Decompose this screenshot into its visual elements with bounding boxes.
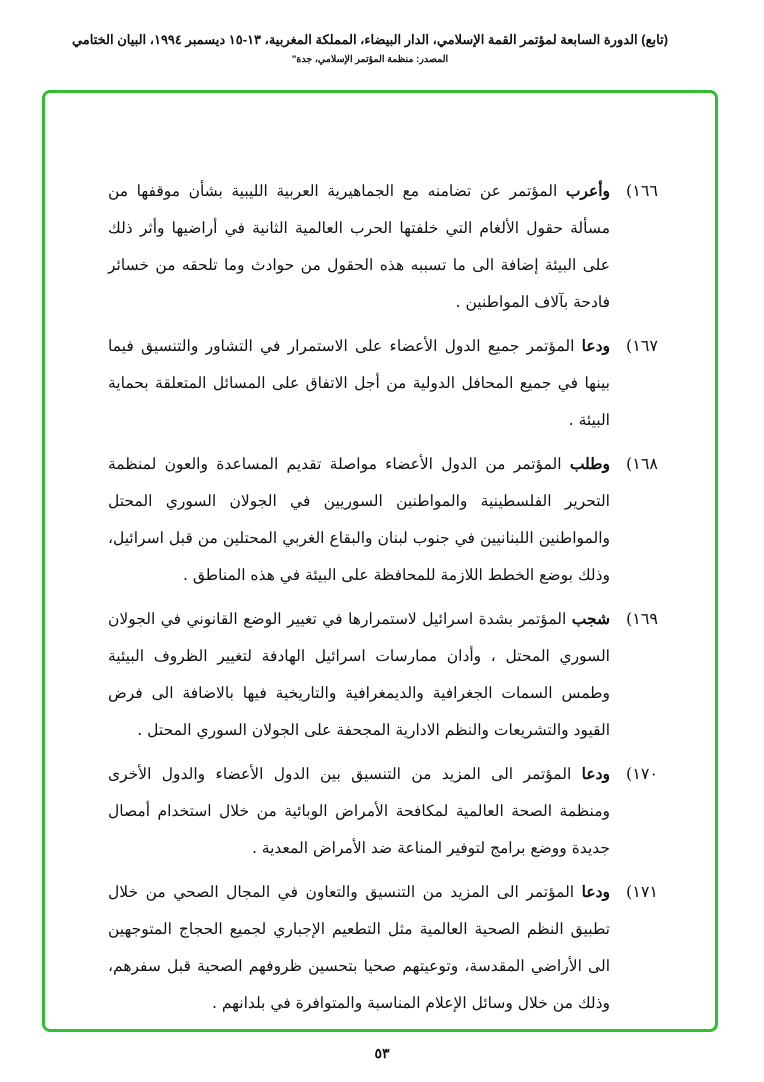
paragraph-number: ١٧٠) xyxy=(625,764,658,783)
paragraph-number: ١٦٧) xyxy=(625,336,658,355)
paragraph-167 xyxy=(108,327,658,439)
lead-word: ودعا xyxy=(581,336,610,355)
paragraph-text: المؤتمر الى المزيد من التنسيق بين الدول الأعضاء والدول الأخرى ومنظمة الصحة العالمية لمكافحة الأمراض الوبائية من خلال استخدام أمصال جديدة ووضع برامج لتوفير المناعة ضد الأمراض المعدية . xyxy=(108,765,610,857)
page-header xyxy=(60,32,680,65)
paragraph-number: ١٦٦) xyxy=(625,181,658,200)
lead-word: وطلب xyxy=(569,454,610,473)
paragraph-170 xyxy=(108,755,658,867)
paragraph-171 xyxy=(108,873,658,1022)
lead-word: ودعا xyxy=(581,882,610,901)
header-title: (تابع) الدورة السابعة لمؤتمر القمة الإسلامي، الدار البيضاء، المملكة المغربية، ١٣-١٥ ديسمبر ١٩٩٤، البيان الختامي xyxy=(71,32,669,47)
paragraph-text: المؤتمر بشدة اسرائيل لاستمرارها في تغيير الوضع القانوني في الجولان السوري المحتل ، وأدان ممارسات اسرائيل الهادفة لتغيير الظروف البيئية وطمس السمات الجغرافية والديمغرافية والتاريخية فيها بالاضافة الى فرض القيود والتشريعات والنظم الادارية المجحفة على الجولان السوري المحتل . xyxy=(108,610,610,739)
lead-word: شجب xyxy=(571,609,610,628)
document-body xyxy=(108,172,658,1028)
page-number: ٥٣ xyxy=(374,1045,390,1061)
lead-word: ودعا xyxy=(581,764,610,783)
paragraph-166 xyxy=(108,172,658,321)
paragraph-number: ١٧١) xyxy=(625,882,658,901)
paragraph-number: ١٦٩) xyxy=(625,609,658,628)
paragraph-text: المؤتمر عن تضامنه مع الجماهيرية العربية الليبية بشأن موقفها من مسألة حقول الألغام التي خلفتها الحرب العالمية الثانية في أراضيها وأثر ذلك على البيئة إضافة الى ما تسببه هذه الحقول من حوادث وما تلحقه من خسائر فادحة بآلاف المواطنين . xyxy=(108,182,610,311)
paragraph-number: ١٦٨) xyxy=(625,454,658,473)
lead-word: وأعرب xyxy=(565,181,610,200)
header-source: المصدر: منظمة المؤتمر الإسلامي، جدة" xyxy=(291,54,449,65)
paragraph-text: المؤتمر الى المزيد من التنسيق والتعاون في المجال الصحي من خلال تطبيق النظم الصحية العالمية مثل التطعيم الإجباري لجميع الحجاج المتوجهين الى الأراضي المقدسة، وتوعيتهم صحيا بتحسين ظروفهم الصحية قبل سفرهم، وذلك من خلال وسائل الإعلام المناسبة والمتوافرة في بلدانهم . xyxy=(108,883,610,1012)
paragraph-169 xyxy=(108,600,658,749)
paragraph-text: المؤتمر من الدول الأعضاء مواصلة تقديم المساعدة والعون لمنظمة التحرير الفلسطينية والمواطنين السوريين في الجولان السوري المحتل والمواطنين اللبنانيين في جنوب لبنان والبقاع الغربي المحتلين من قبل اسرائيل، وذلك بوضع الخطط اللازمة للمحافظة على البيئة في هذه المناطق . xyxy=(108,455,610,584)
paragraph-text: المؤتمر جميع الدول الأعضاء على الاستمرار في التشاور والتنسيق فيما بينها في جميع المحافل الدولية من أجل الاتفاق على المسائل المتعلقة بحماية البيئة . xyxy=(108,337,610,429)
paragraph-168 xyxy=(108,445,658,594)
